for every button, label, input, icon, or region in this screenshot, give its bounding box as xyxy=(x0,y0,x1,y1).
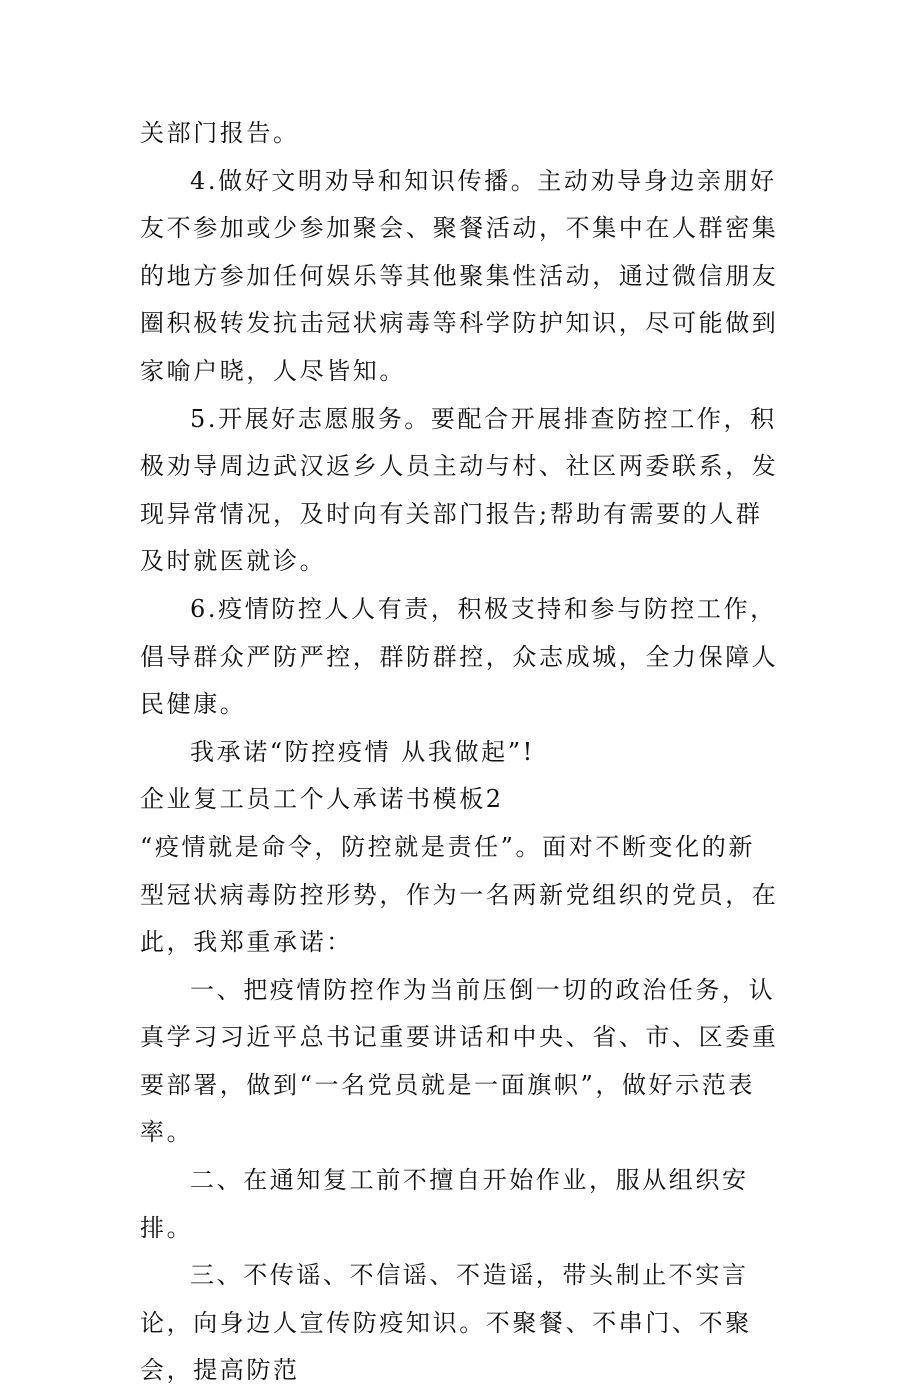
paragraph-point-3: 三、不传谣、不信谣、不造谣，带头制止不实言论，向身边人宣传防疫知识。不聚餐、不串门、不聚会，提高防范 xyxy=(140,1261,752,1385)
paragraph-point-1: 一、把疫情防控作为当前压倒一切的政治任务，认真学习习近平总书记重要讲话和中央、省、市、区委重要部署，做到“一名党员就是一面旗帜”，做好示范表率。 xyxy=(140,975,779,1147)
paragraph-point-2: 二、在通知复工前不擅自开始作业，服从组织安排。 xyxy=(140,1166,749,1242)
document-body xyxy=(140,110,780,1395)
paragraph-item-4: 4.做好文明劝导和知识传播。主动劝导身边亲朋好友不参加或少参加聚会、聚餐活动，不集中在人群密集的地方参加任何娱乐等其他聚集性活动，通过微信朋友圈积极转发抗击冠状病毒等科学防护知识，尽可能做到家喻户晓，人尽皆知。 xyxy=(140,166,779,385)
paragraph-intro: “疫情就是命令，防控就是责任”。面对不断变化的新型冠状病毒防控形势，作为一名两新党组织的党员，在此，我郑重承诺： xyxy=(140,832,779,957)
paragraph-item-6: 6.疫情防控人人有责，积极支持和参与防控工作，倡导群众严防严控，群防群控，众志成城，全力保障人民健康。 xyxy=(140,594,779,719)
pledge-line: 我承诺“防控疫情 从我做起”! xyxy=(190,737,535,766)
paragraph-continuation: 关部门报告。 xyxy=(140,119,300,147)
paragraph-item-5: 5.开展好志愿服务。要配合开展排查防控工作，积极劝导周边武汉返乡人员主动与村、社区两委联系，发现异常情况，及时向有关部门报告;帮助有需要的人群及时就医就诊。 xyxy=(140,404,779,576)
section-title: 企业复工员工个人承诺书模板2 xyxy=(140,785,504,814)
